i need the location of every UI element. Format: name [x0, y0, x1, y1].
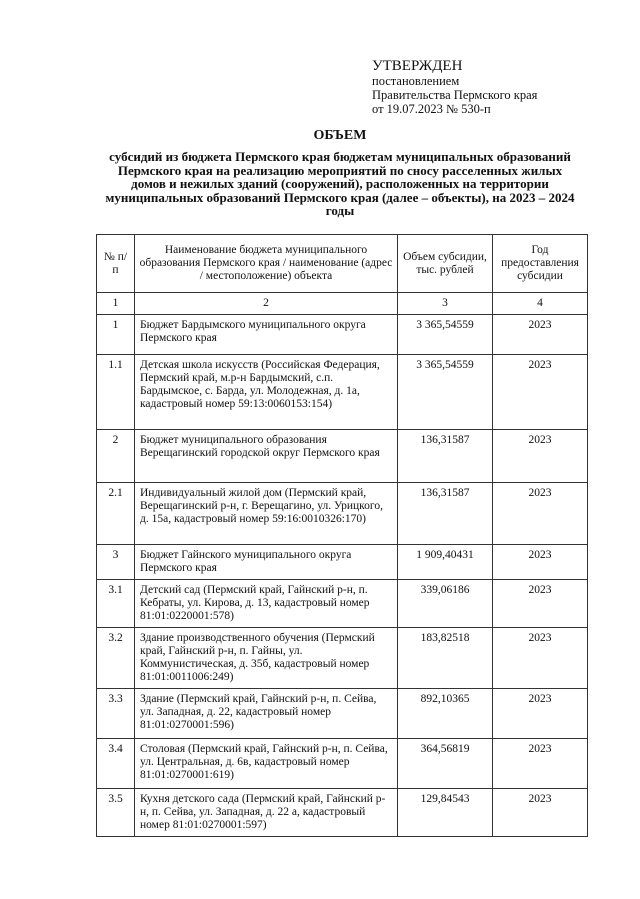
index-cell: 1	[97, 293, 135, 315]
row-name: Детский сад (Пермский край, Гайнский р-н, п. Кебраты, ул. Кирова, д. 13, кадастровый номер 81:01:0220001:578)	[135, 580, 398, 628]
row-amount: 364,56819	[398, 739, 493, 789]
row-year: 2023	[493, 545, 588, 580]
index-cell: 3	[398, 293, 493, 315]
approval-line: постановлением	[372, 74, 460, 88]
table-row	[97, 580, 588, 628]
subsidy-table	[96, 234, 588, 837]
table-row	[97, 689, 588, 739]
table-row	[97, 315, 588, 355]
document-subtitle: субсидий из бюджета Пермского края бюджетам муниципальных образований Пермского края на реализацию мероприятий по сносу расселенных жилых домов и нежилых зданий (сооружений), расположенных на территории муниципальных образований Пермского края (далее – объекты), на 2023 – 2024 годы	[105, 149, 575, 219]
row-year: 2023	[493, 628, 588, 689]
header-name: Наименование бюджета муниципального образования Пермского края / наименование (адрес / местоположение) объекта	[135, 235, 398, 293]
row-name: Бюджет муниципального образования Верещагинский городской округ Пермского края	[135, 430, 398, 483]
row-name: Столовая (Пермский край, Гайнский р-н, п. Сейва, ул. Центральная, д. 6в, кадастровый номер 81:01:0270001:619)	[135, 739, 398, 789]
row-amount: 3 365,54559	[398, 355, 493, 430]
index-cell: 2	[135, 293, 398, 315]
header-year: Год предоставления субсидии	[493, 235, 588, 293]
row-name: Детская школа искусств (Российская Федерация, Пермский край, м.р-н Бардымский, с.п. Бардымское, с. Барда, ул. Молодежная, д. 1а, кадастровый номер 59:13:0060153:154)	[135, 355, 398, 430]
row-year: 2023	[493, 789, 588, 837]
row-amount: 129,84543	[398, 789, 493, 837]
approval-block	[372, 58, 632, 116]
row-name: Здание производственного обучения (Пермский край, Гайнский р-н, п. Гайны, ул. Коммунистическая, д. 35б, кадастровый номер 81:01:0011006:249)	[135, 628, 398, 689]
row-number: 3.1	[97, 580, 135, 628]
approval-line: Правительства Пермского края	[372, 88, 538, 102]
row-amount: 339,06186	[398, 580, 493, 628]
row-number: 3.4	[97, 739, 135, 789]
table-row	[97, 628, 588, 689]
row-name: Здание (Пермский край, Гайнский р-н, п. Сейва, ул. Западная, д. 22, кадастровый номер 81:01:0270001:596)	[135, 689, 398, 739]
row-amount: 1 909,40431	[398, 545, 493, 580]
header-number: № п/п	[97, 235, 135, 293]
row-number: 3.3	[97, 689, 135, 739]
table-row	[97, 739, 588, 789]
header-amount: Объем субсидии, тыс. рублей	[398, 235, 493, 293]
row-amount: 183,82518	[398, 628, 493, 689]
row-number: 2.1	[97, 483, 135, 545]
row-amount: 136,31587	[398, 483, 493, 545]
row-name: Индивидуальный жилой дом (Пермский край, Верещагинский р-н, г. Верещагино, ул. Урицкого, д. 15а, кадастровый номер 59:16:0010326:170)	[135, 483, 398, 545]
row-name: Бюджет Гайнского муниципального округа Пермского края	[135, 545, 398, 580]
row-number: 3.5	[97, 789, 135, 837]
row-name: Кухня детского сада (Пермский край, Гайнский р-н, п. Сейва, ул. Западная, д. 22 а, кадастровый номер 81:01:0270001:597)	[135, 789, 398, 837]
row-amount: 892,10365	[398, 689, 493, 739]
approval-heading: УТВЕРЖДЕН	[372, 58, 463, 74]
row-name: Бюджет Бардымского муниципального округа Пермского края	[135, 315, 398, 355]
table-header-row	[97, 235, 588, 293]
index-cell: 4	[493, 293, 588, 315]
row-number: 3	[97, 545, 135, 580]
row-amount: 136,31587	[398, 430, 493, 483]
table-row	[97, 355, 588, 430]
table-index-row	[97, 293, 588, 315]
approval-date-number: от 19.07.2023 № 530-п	[372, 102, 491, 116]
table-row	[97, 483, 588, 545]
table-row	[97, 789, 588, 837]
row-number: 3.2	[97, 628, 135, 689]
row-number: 2	[97, 430, 135, 483]
row-year: 2023	[493, 355, 588, 430]
row-year: 2023	[493, 739, 588, 789]
row-year: 2023	[493, 430, 588, 483]
row-year: 2023	[493, 315, 588, 355]
row-year: 2023	[493, 580, 588, 628]
table-row	[97, 430, 588, 483]
row-number: 1.1	[97, 355, 135, 430]
row-year: 2023	[493, 483, 588, 545]
row-year: 2023	[493, 689, 588, 739]
row-number: 1	[97, 315, 135, 355]
document-title: ОБЪЕМ	[313, 128, 367, 143]
row-amount: 3 365,54559	[398, 315, 493, 355]
table-row	[97, 545, 588, 580]
